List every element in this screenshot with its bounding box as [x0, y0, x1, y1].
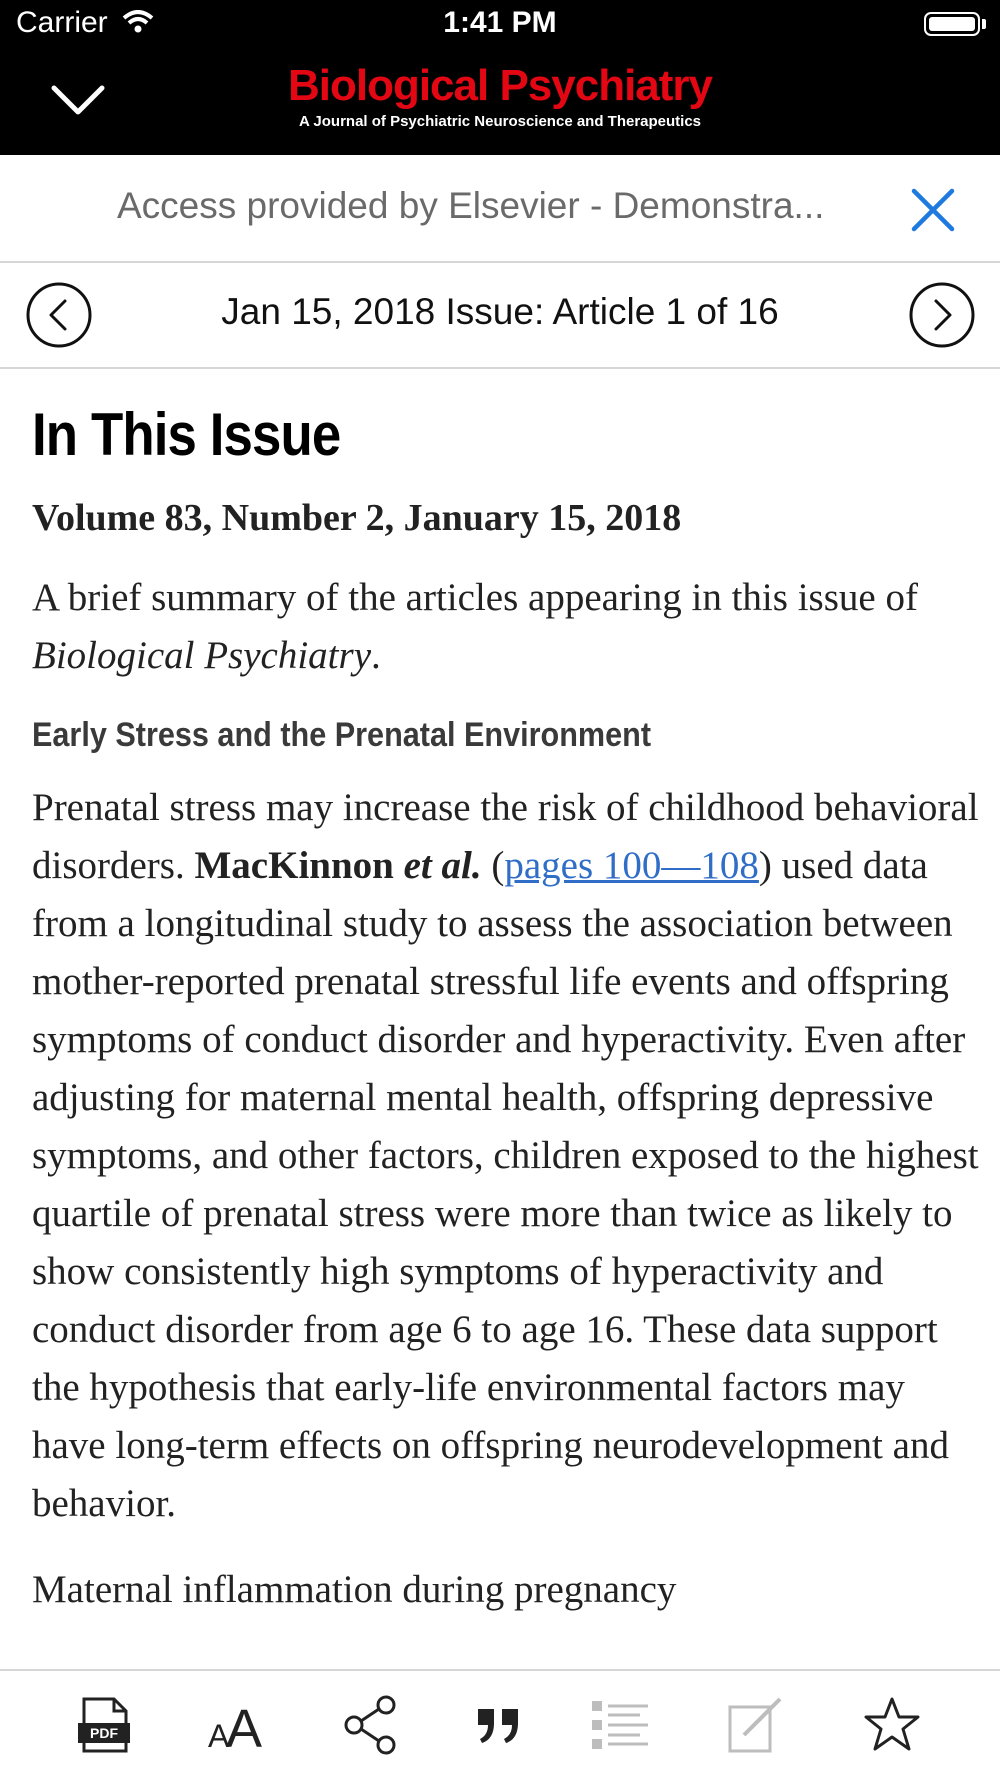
paragraph-intro: Prenatal stress may increase the risk of childhood behavioral disorders. — [32, 786, 979, 887]
pages-link[interactable]: pages 100—108 — [504, 844, 759, 887]
et-al: et al. — [403, 844, 482, 887]
status-time: 1:41 PM — [443, 6, 557, 39]
article-paragraph: Prenatal stress may increase the risk of childhood behavioral disorders. MacKinnon et al. (pages 100—108) used data from a longitudinal study to assess the association between mother-reported prenatal stressful life events and offspring symptoms of conduct disorder and hyperactivity. Even after adjusting for maternal mental health, offspring depressive symptoms, and other factors, children exposed to the highest quartile of prenatal stress were more than twice as likely to show consistently high symptoms of hyperactivity and conduct disorder from age 6 to age 16. These data support the hypothesis that early-life environmental factors may have long-term effects on offspring neurodevelopment and behavior. — [32, 786, 979, 1525]
journal-title: Biological Psychiatry — [287, 61, 713, 110]
bottom-toolbar — [0, 1669, 1000, 1780]
author-name: MacKinnon — [194, 844, 394, 887]
summary-end: . — [371, 634, 381, 677]
issue-summary — [32, 569, 982, 685]
issue-navigation — [0, 263, 1000, 369]
journal-name: Biological Psychiatry — [32, 634, 372, 677]
svg-text:A: A — [208, 1718, 230, 1754]
pdf-icon[interactable] — [74, 1695, 134, 1755]
carrier-label: Carrier — [16, 6, 108, 39]
pdf-label: PDF — [90, 1725, 118, 1741]
svg-text:A: A — [226, 1699, 263, 1755]
paragraph-body: used data from a longitudinal study to assess the association between mother-reported prenatal stressful life events and offspring symptoms of conduct disorder and hyperactivity. Even after adjusting for maternal mental health, offspring depressive symptoms, and other factors, children exposed to the highest quartile of prenatal stress were more than twice as likely to show consistently high symptoms of hyperactivity and conduct disorder from age 6 to age 16. These data support the hypothesis that early-life environmental factors may have long-term effects on offspring neurodevelopment and behavior. — [32, 844, 979, 1525]
access-text: Access provided by Elsevier - Demonstra... — [117, 185, 825, 226]
battery-tip — [982, 19, 986, 29]
close-icon[interactable] — [910, 187, 956, 233]
volume-info: Volume 83, Number 2, January 15, 2018 — [32, 497, 682, 539]
battery-icon — [924, 12, 980, 36]
share-icon[interactable] — [342, 1695, 402, 1755]
note-icon[interactable] — [726, 1695, 786, 1755]
text-size-icon[interactable] — [208, 1695, 268, 1755]
page-title: In This Issue — [32, 401, 341, 468]
article-content — [32, 395, 982, 1619]
section-heading: Early Stress and the Prenatal Environment — [32, 716, 652, 754]
status-bar — [0, 0, 1000, 48]
next-section-partial: Maternal inflammation during pregnancy — [32, 1568, 677, 1611]
next-article-button[interactable] — [908, 281, 976, 349]
nav-bar — [0, 48, 1000, 155]
outline-icon[interactable] — [590, 1695, 650, 1755]
journal-logo — [0, 62, 1000, 132]
access-banner — [0, 155, 1000, 263]
journal-subtitle: A Journal of Psychiatric Neuroscience and Therapeutics — [298, 113, 702, 130]
issue-article-label: Jan 15, 2018 Issue: Article 1 of 16 — [221, 291, 779, 332]
star-icon[interactable] — [862, 1695, 922, 1755]
quote-icon[interactable] — [470, 1695, 530, 1755]
summary-text: A brief summary of the articles appearing in this issue of — [32, 576, 918, 619]
